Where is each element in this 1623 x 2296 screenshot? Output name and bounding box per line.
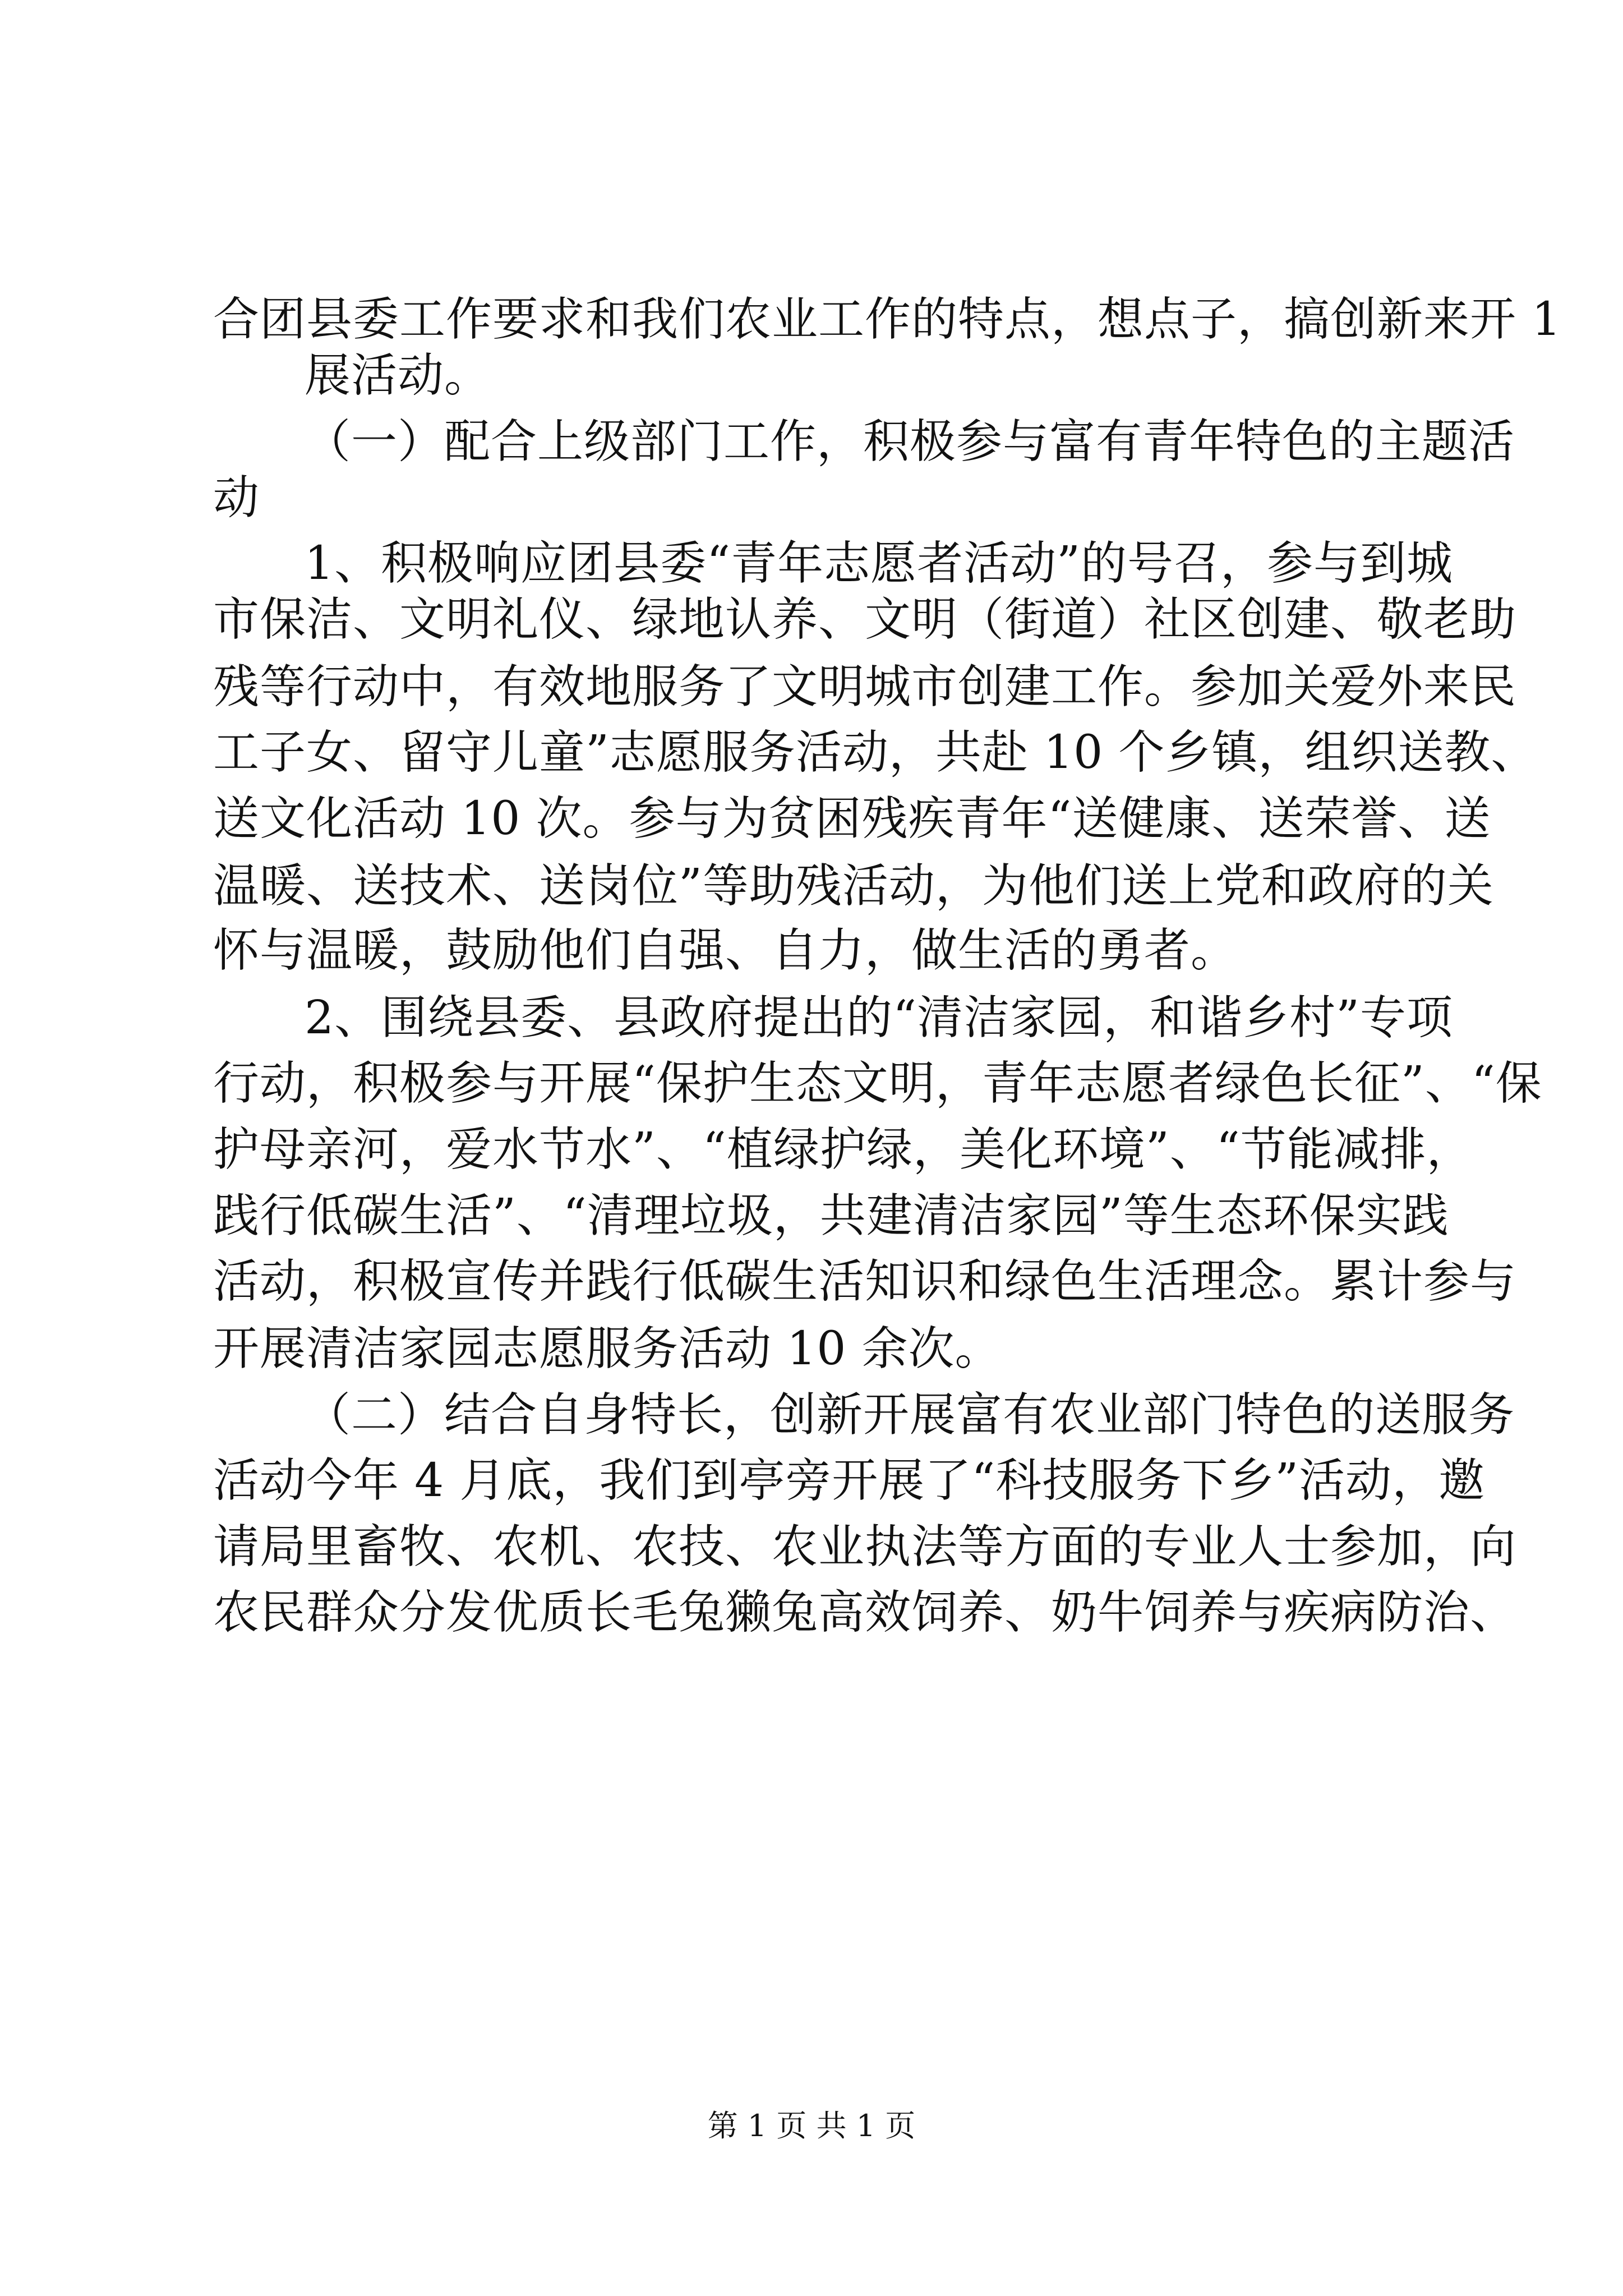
text-line: 践行低碳生活”、“清理垃圾，共建清洁家园”等生态环保实践: [213, 1189, 1449, 1243]
text-line: 请局里畜牧、农机、农技、农业执法等方面的专业人士参加，向: [213, 1520, 1517, 1573]
text-line: 送文化活动 10 次。参与为贫困残疾青年“送健康、送荣誉、送: [213, 792, 1491, 845]
text-line: 1、积极响应团县委“青年志愿者活动”的号召，参与到城: [305, 537, 1454, 590]
text-line: 行动，积极参与开展“保护生态文明，青年志愿者绿色长征”、“保: [213, 1057, 1542, 1110]
text-line: 开展清洁家园志愿服务活动 10 余次。: [213, 1322, 1002, 1375]
page-number-footer: 第 1 页 共 1 页: [707, 2108, 916, 2143]
text-line: 市保洁、文明礼仪、绿地认养、文明（街道）社区创建、敬老助: [213, 593, 1517, 646]
section-heading: 动: [213, 471, 260, 524]
text-line: 合团县委工作要求和我们农业工作的特点，想点子，搞创新来开 1: [213, 293, 1562, 346]
text-line: 农民群众分发优质长毛兔獭兔高效饲养、奶牛饲养与疾病防治、: [213, 1586, 1517, 1639]
text-line: 活动今年 4 月底，我们到亭旁开展了“科技服务下乡”活动，邀: [213, 1454, 1486, 1507]
text-line: 2、围绕县委、县政府提出的“清洁家园，和谐乡村”专项: [305, 991, 1454, 1045]
text-line: 工子女、留守儿童”志愿服务活动，共赴 10 个乡镇，组织送教、: [213, 726, 1538, 779]
text-line: 展活动。: [305, 349, 491, 402]
text-line: 护母亲河，爱水节水”、“植绿护绿，美化环境”、“节能减排，: [213, 1123, 1473, 1176]
text-line: 怀与温暖，鼓励他们自强、自力，做生活的勇者。: [213, 924, 1238, 977]
text-line: 温暖、送技术、送岗位”等助残活动，为他们送上党和政府的关: [213, 859, 1494, 913]
text-line: 残等行动中，有效地服务了文明城市创建工作。参加关爱外来民: [213, 660, 1517, 714]
section-heading: （一）配合上级部门工作，积极参与富有青年特色的主题活: [305, 415, 1515, 468]
text-line: 活动，积极宣传并践行低碳生活知识和绿色生活理念。累计参与: [213, 1255, 1517, 1308]
section-heading: （二）结合自身特长，创新开展富有农业部门特色的送服务: [305, 1388, 1515, 1442]
